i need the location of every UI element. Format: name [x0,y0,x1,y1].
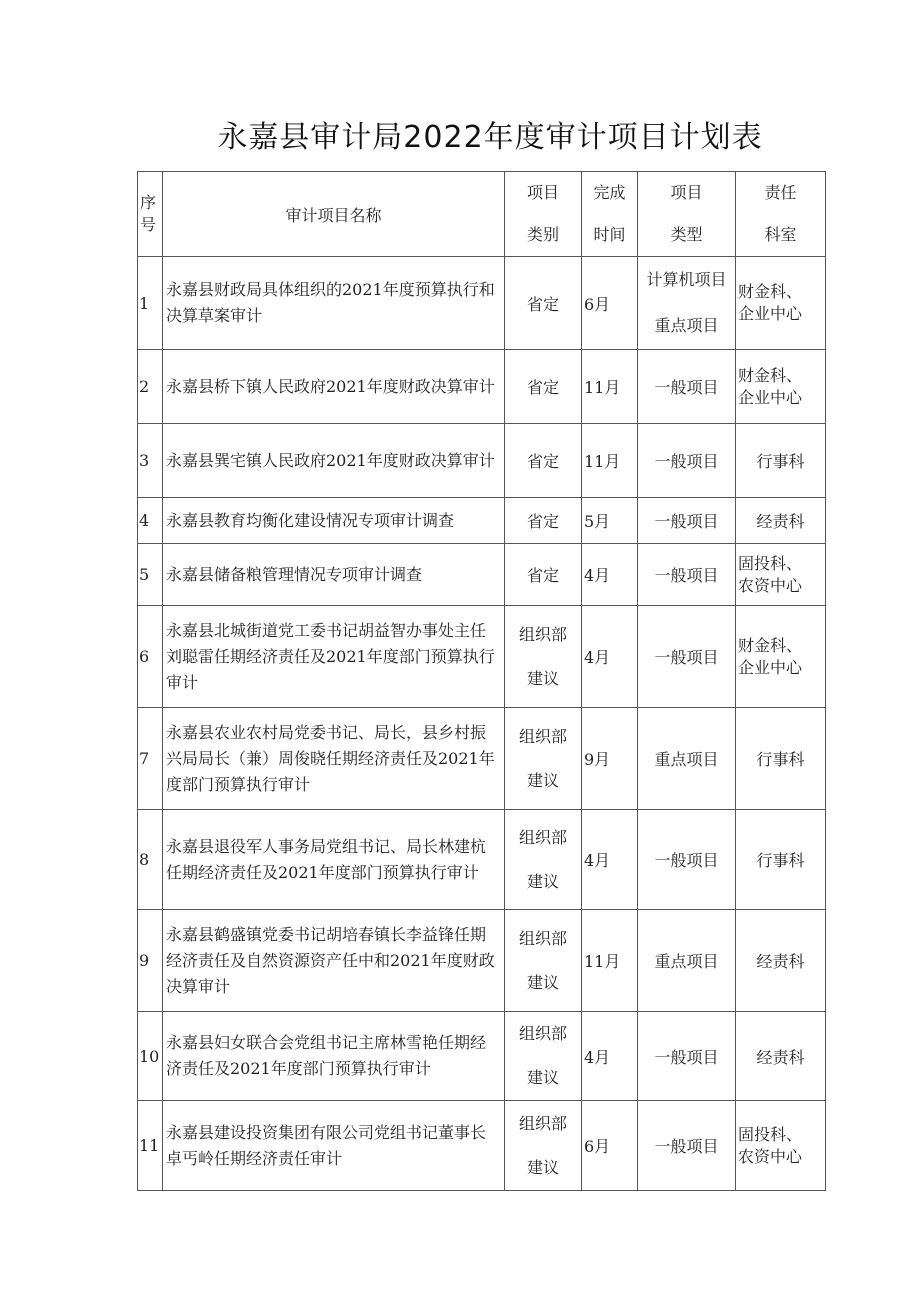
row-index: 7 [138,708,163,810]
row-category [505,708,582,810]
row-project-name: 永嘉县农业农村局党委书记、局长，县乡村振兴局局长（兼）周俊晓任期经济责任及2021年度部门预算执行审计 [163,708,505,810]
row-category-line: 组织部 [518,827,567,847]
header-dept [736,172,826,257]
row-category-line: 省定 [526,378,559,397]
row-category-line: 组织部 [518,1024,567,1043]
row-category-line: 省定 [526,512,559,531]
row-category-line: 组织部 [518,928,567,948]
row-type-line: 一般项目 [654,648,719,667]
row-category [505,424,582,498]
row-category-line: 建议 [526,668,559,688]
row-time: 6月 [582,1101,638,1191]
row-index: 3 [138,424,163,498]
header-type-line: 项目 [670,183,703,202]
row-type [638,606,736,708]
row-type [638,810,736,910]
row-category-stack [505,1102,581,1190]
header-category-line: 类别 [526,225,559,244]
row-category-line: 组织部 [518,726,567,746]
row-category-line: 建议 [526,770,559,790]
row-category [505,498,582,544]
row-type-line: 重点项目 [654,952,719,971]
row-category-line: 建议 [526,1068,559,1087]
row-index: 9 [138,910,163,1012]
row-category [505,910,582,1012]
row-category-line: 建议 [526,871,559,891]
row-dept-stack [736,635,825,679]
row-time: 11月 [582,910,638,1012]
table-row [138,498,826,544]
row-type-stack [638,949,735,972]
header-type [638,172,736,257]
row-index: 1 [138,257,163,350]
row-type [638,910,736,1012]
row-category-stack [505,715,581,803]
row-type-stack [638,563,735,586]
row-type-line: 重点项目 [654,316,719,335]
row-type [638,1012,736,1101]
row-type [638,498,736,544]
row-category-stack [505,375,581,398]
row-project-name: 永嘉县退役军人事务局党组书记、局长林建杭任期经济责任及2021年度部门预算执行审计 [163,810,505,910]
row-dept [736,257,826,350]
row-category-line: 组织部 [518,624,567,644]
row-project-name: 永嘉县鹤盛镇党委书记胡培春镇长李益锋任期经济责任及自然资源资产任中和2021年度财政决算审计 [163,910,505,1012]
row-project-name: 永嘉县妇女联合会党组书记主席林雪艳任期经济责任及2021年度部门预算执行审计 [163,1012,505,1101]
row-dept-line: 农资中心 [738,575,803,595]
table-row [138,1101,826,1191]
row-project-name: 永嘉县桥下镇人民政府2021年度财政决算审计 [163,350,505,424]
table-row [138,810,826,910]
row-dept-stack [736,365,825,409]
row-time: 4月 [582,810,638,910]
row-dept-stack [736,747,825,770]
row-dept-line: 农资中心 [738,1146,803,1166]
row-type-line: 一般项目 [654,1137,719,1156]
row-time: 6月 [582,257,638,350]
row-type-line: 一般项目 [654,452,719,471]
row-category-stack [505,292,581,315]
row-time: 11月 [582,350,638,424]
table-row [138,350,826,424]
row-dept-stack [736,949,825,972]
row-type-line: 一般项目 [654,851,719,870]
row-category [505,350,582,424]
row-dept-line: 经责科 [756,1047,805,1067]
table-row [138,1012,826,1101]
row-project-name: 永嘉县巽宅镇人民政府2021年度财政决算审计 [163,424,505,498]
row-category-line: 省定 [526,294,559,314]
header-time [582,172,638,257]
row-project-name: 永嘉县财政局具体组织的2021年度预算执行和决算草案审计 [163,257,505,350]
row-category-stack [505,449,581,472]
row-category [505,1101,582,1191]
row-time: 4月 [582,1012,638,1101]
row-category-line: 建议 [526,972,559,992]
row-dept [736,498,826,544]
row-dept-line: 固投科、 [738,1124,803,1144]
row-dept-line: 经责科 [756,952,805,971]
row-index: 4 [138,498,163,544]
row-dept-stack [736,281,825,325]
header-category [505,172,582,257]
row-time: 4月 [582,544,638,606]
row-type-stack [638,1134,735,1157]
row-category-stack [505,816,581,904]
row-index: 6 [138,606,163,708]
table-header-row [138,172,826,257]
table-row [138,424,826,498]
row-type-line: 一般项目 [654,1047,719,1067]
row-category-stack [505,1012,581,1100]
row-type-stack [638,645,735,668]
row-project-name: 永嘉县储备粮管理情况专项审计调查 [163,544,505,606]
row-type [638,544,736,606]
row-type-stack [638,509,735,532]
row-category [505,544,582,606]
row-category-line: 省定 [526,566,559,585]
row-category-stack [505,563,581,586]
row-type-line: 计算机项目 [646,270,727,289]
row-project-name: 永嘉县北城街道党工委书记胡益智办事处主任刘聪雷任期经济责任及2021年度部门预算执行审计 [163,606,505,708]
row-category-line: 省定 [526,452,559,471]
header-name: 审计项目名称 [163,172,505,257]
row-dept-stack [736,1045,825,1068]
row-dept [736,350,826,424]
table-row [138,606,826,708]
row-dept-line: 财金科、 [738,282,803,301]
row-type-line: 重点项目 [654,750,719,769]
row-dept [736,810,826,910]
row-dept [736,544,826,606]
row-dept-line: 企业中心 [738,657,803,677]
row-category-stack [505,917,581,1005]
header-type-line: 类型 [670,225,703,244]
row-index: 10 [138,1012,163,1101]
row-category [505,606,582,708]
row-dept-line: 行事科 [756,452,805,471]
row-dept-line: 经责科 [756,512,805,531]
row-dept-stack [736,1124,825,1168]
row-dept-line: 企业中心 [738,304,803,323]
row-type-line: 一般项目 [654,512,719,531]
audit-plan-table [137,171,826,1191]
header-index [138,172,163,257]
row-time: 5月 [582,498,638,544]
row-type [638,257,736,350]
row-dept [736,910,826,1012]
row-type-stack [638,257,735,349]
row-type [638,1101,736,1191]
row-dept [736,606,826,708]
page-title: 永嘉县审计局2022年度审计项目计划表 [217,120,763,155]
row-dept-stack [736,553,825,597]
row-category [505,257,582,350]
row-type-stack [638,1045,735,1068]
table-row [138,544,826,606]
row-category [505,1012,582,1101]
row-project-name: 永嘉县教育均衡化建设情况专项审计调查 [163,498,505,544]
header-index-line: 序 [140,193,157,212]
row-type-line: 一般项目 [654,378,719,397]
row-dept-stack [736,509,825,532]
row-time: 11月 [582,424,638,498]
row-dept-stack [736,848,825,871]
row-dept-line: 财金科、 [738,635,803,655]
row-category-stack [505,613,581,701]
header-category-line: 项目 [526,183,559,202]
row-category-stack [505,509,581,532]
header-time-line: 完成 [593,183,626,202]
header-dept-line: 责任 [764,183,797,202]
row-dept-line: 行事科 [756,750,805,769]
row-time: 9月 [582,708,638,810]
row-project-name: 永嘉县建设投资集团有限公司党组书记董事长卓丐岭任期经济责任审计 [163,1101,505,1191]
row-type [638,350,736,424]
header-time-line: 时间 [593,225,626,244]
row-index: 8 [138,810,163,910]
table-row [138,257,826,350]
row-type-stack [638,747,735,770]
header-dept-line: 科室 [764,225,797,244]
row-type [638,708,736,810]
row-dept [736,424,826,498]
row-dept-line: 企业中心 [738,387,803,407]
row-category-line: 建议 [526,1157,559,1177]
row-type-stack [638,375,735,398]
row-category-line: 组织部 [518,1113,567,1133]
row-type-stack [638,449,735,472]
row-index: 11 [138,1101,163,1191]
row-dept-line: 财金科、 [738,365,803,385]
row-dept [736,708,826,810]
table-row [138,708,826,810]
row-type-stack [638,848,735,871]
row-index: 5 [138,544,163,606]
row-type [638,424,736,498]
row-category [505,810,582,910]
row-dept-line: 固投科、 [738,553,803,573]
row-dept-stack [736,449,825,472]
row-index: 2 [138,350,163,424]
row-time: 4月 [582,606,638,708]
row-dept-line: 行事科 [756,851,805,870]
table-row [138,910,826,1012]
header-index-line: 号 [140,215,157,234]
row-dept [736,1101,826,1191]
row-dept [736,1012,826,1101]
row-type-line: 一般项目 [654,566,719,585]
